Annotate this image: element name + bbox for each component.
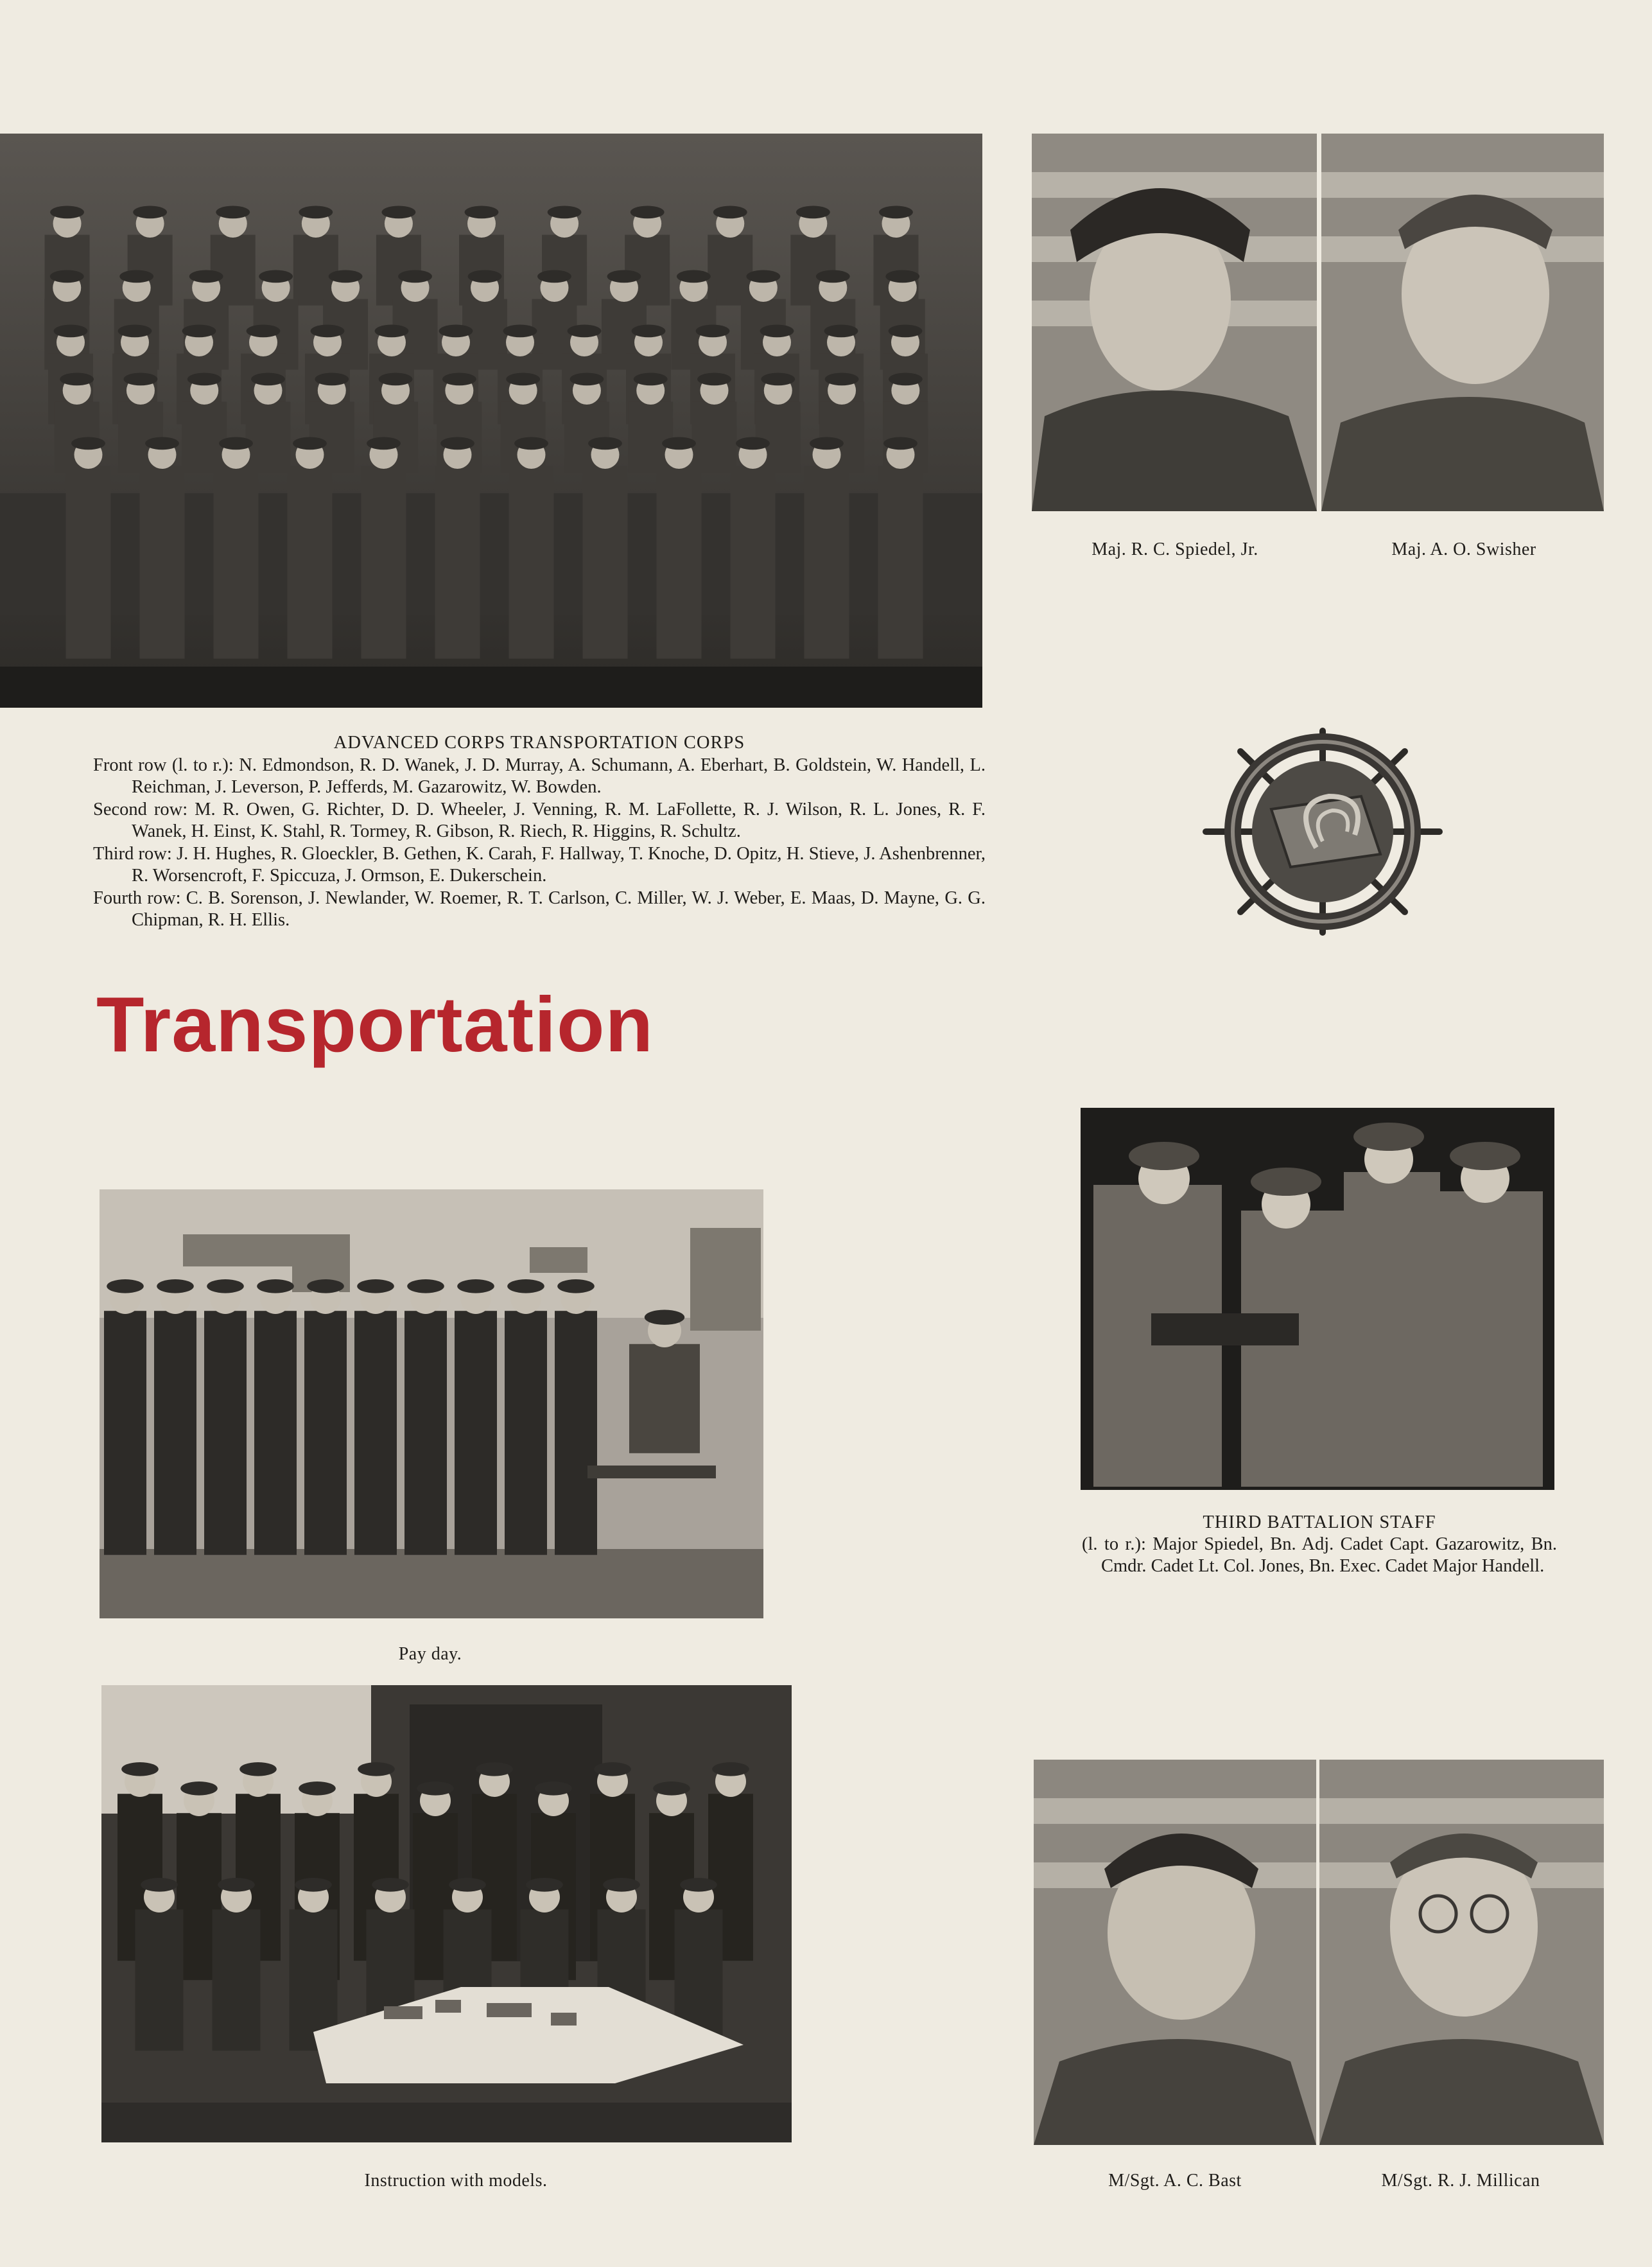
roster-front-row: Front row (l. to r.): N. Edmondson, R. D. Wanek, J. D. Murray, A. Schumann, A. Eberhart, B. Goldstein, W. Handell, L. Reichman, J. Leverson, P. Jefferds, M. Gazarowitz, W. Bowden. (93, 755, 986, 797)
staff-title: THIRD BATTALION STAFF (1203, 1512, 1436, 1532)
group-photo-advanced-corps (0, 134, 982, 708)
pay-day-photo (100, 1189, 763, 1618)
roster-third-row: Third row: J. H. Hughes, R. Gloeckler, B. Gethen, K. Carah, F. Hallway, T. Knoche, D. Opitz, H. Stieve, J. Ashenbrenner, R. Worsencroft, F. Spiccuza, J. Ormson, E. Dukerschein. (93, 843, 986, 886)
third-battalion-staff-photo (1081, 1108, 1554, 1490)
caption-portrait-bast: M/Sgt. A. C. Bast (1108, 2171, 1242, 2191)
staff-body: (l. to r.): Major Spiedel, Bn. Adj. Cadet Capt. Gazarowitz, Bn. Cmdr. Cadet Lt. Col. Jones, Bn. Exec. Cadet Major Handell. (1082, 1534, 1557, 1576)
roster-title: ADVANCED CORPS TRANSPORTATION CORPS (333, 733, 745, 753)
group-photo-roster (93, 732, 986, 932)
portrait-millican (1319, 1760, 1604, 2145)
portrait-swisher (1321, 134, 1604, 511)
portrait-spiedel (1032, 134, 1317, 511)
page-title: Transportation (96, 981, 654, 1068)
caption-pay-day: Pay day. (398, 1644, 462, 1664)
caption-instruction: Instruction with models. (364, 2171, 548, 2191)
portrait-bast (1034, 1760, 1316, 2145)
transportation-corps-insignia (1201, 726, 1445, 938)
caption-portrait-millican: M/Sgt. R. J. Millican (1381, 2171, 1540, 2191)
roster-second-row: Second row: M. R. Owen, G. Richter, D. D. Wheeler, J. Venning, R. M. LaFollette, R. J. Wilson, R. L. Jones, R. F. Wanek, H. Einst, K. Stahl, R. Tormey, R. Gibson, R. Riech, R. Higgins, R. Schultz. (93, 799, 986, 841)
third-battalion-staff-caption (1082, 1512, 1557, 1577)
roster-fourth-row: Fourth row: C. B. Sorenson, J. Newlander, W. Roemer, R. T. Carlson, C. Miller, W. J. Weber, E. Maas, D. Mayne, G. G. Chipman, R. H. Ellis. (93, 888, 986, 930)
instruction-with-models-photo (101, 1685, 792, 2142)
caption-portrait-spiedel: Maj. R. C. Spiedel, Jr. (1091, 539, 1258, 559)
caption-portrait-swisher: Maj. A. O. Swisher (1391, 539, 1536, 559)
